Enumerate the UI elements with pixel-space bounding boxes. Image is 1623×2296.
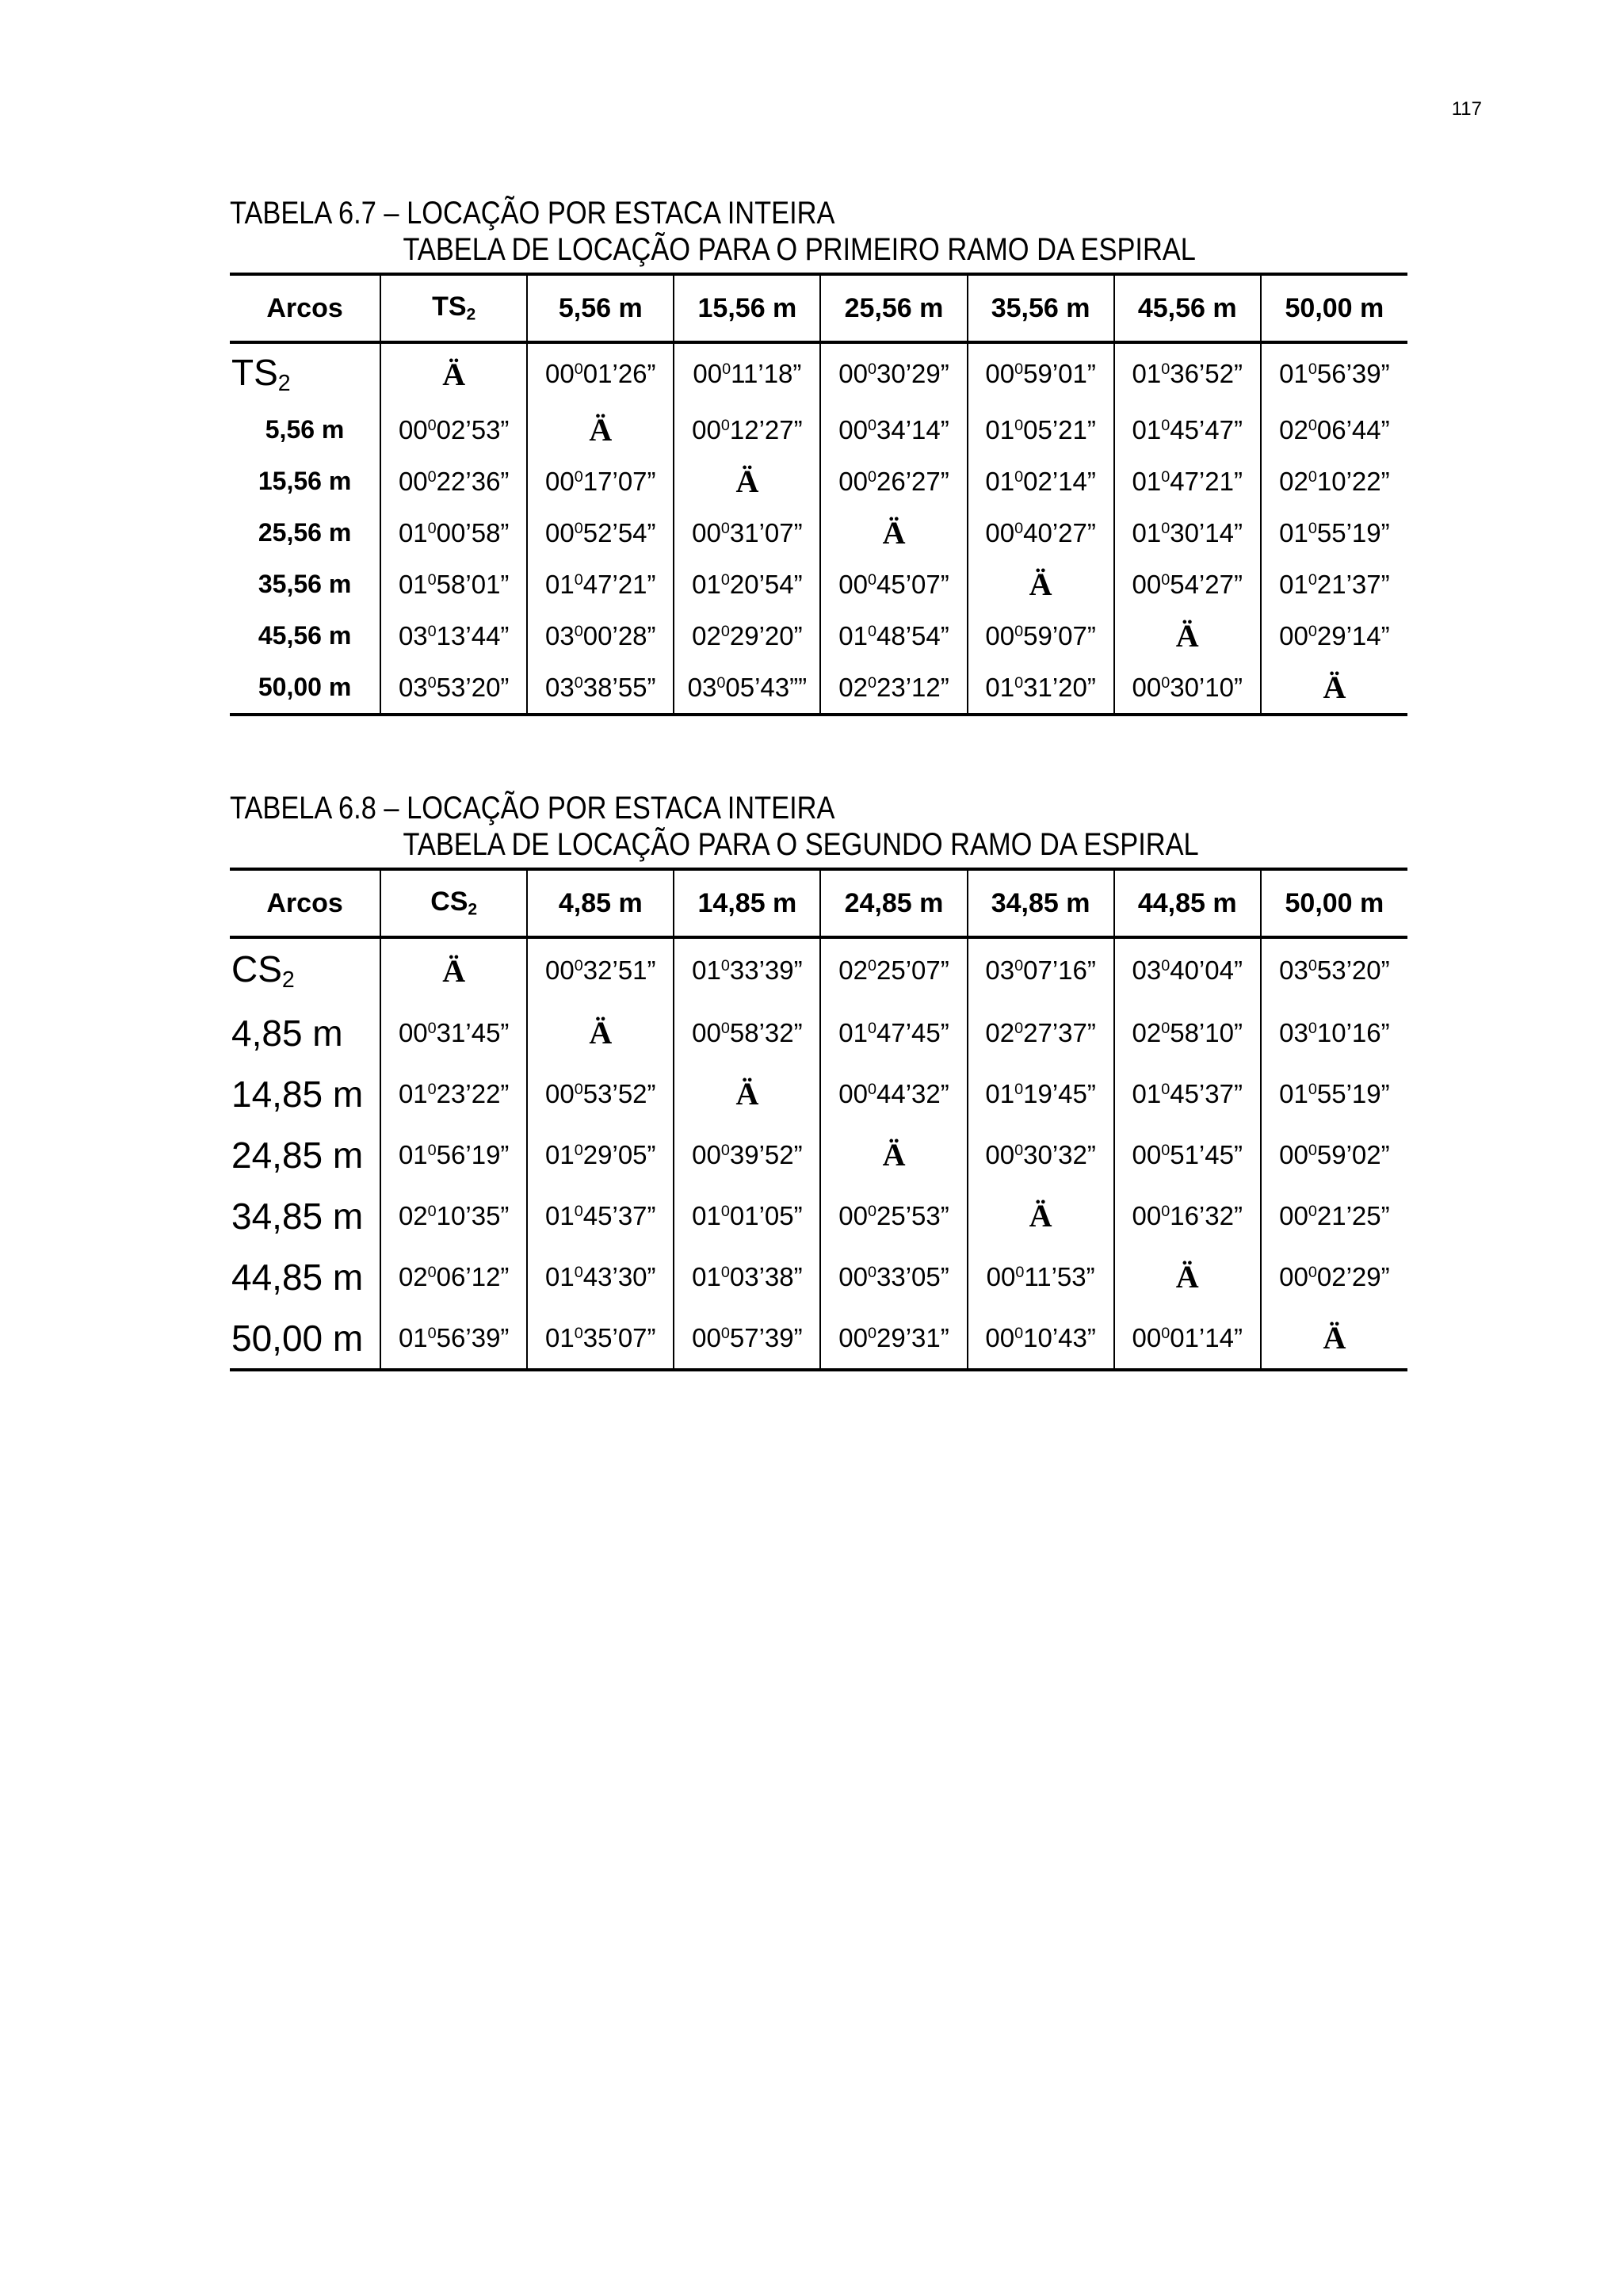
row-label: 35,56 m — [258, 570, 352, 598]
table-cell: $00^025’53$” — [820, 1185, 967, 1246]
row-label: 44,85 m — [231, 1256, 364, 1298]
table-row — [230, 1246, 1407, 1307]
diagonal-mark: Ä — [882, 515, 906, 551]
table-cell: $00^032’51$” — [527, 937, 674, 1002]
table-cell: $02^025’07$” — [820, 937, 967, 1002]
table-row — [230, 404, 1407, 456]
table-cell: $01^036’52$” — [1114, 342, 1261, 404]
table-cell: $01^055’19$” — [1261, 507, 1407, 559]
table-cell — [1114, 610, 1261, 662]
table-cell: $01^003’38$” — [674, 1246, 820, 1307]
row-label: 15,56 m — [258, 467, 352, 495]
table-cell: $00^010’43$” — [968, 1307, 1114, 1370]
table-cell: $00^001’14$” — [1114, 1307, 1261, 1370]
column-header: 50,00 m — [1261, 869, 1407, 937]
diagonal-mark: Ä — [1029, 566, 1052, 602]
table-cell: $00^022’36$” — [380, 456, 527, 507]
table-cell: $00^033’05$” — [820, 1246, 967, 1307]
table-cell: $00^054’27$” — [1114, 559, 1261, 610]
table-row — [230, 559, 1407, 610]
column-header: 24,85 m — [820, 869, 967, 937]
table-cell: $00^011’53$” — [968, 1246, 1114, 1307]
table-cell: $03^007’16$” — [968, 937, 1114, 1002]
table-row — [230, 1002, 1407, 1063]
table-cell: $01^058’01$” — [380, 559, 527, 610]
table-row — [230, 937, 1407, 1002]
table-cell — [674, 1063, 820, 1124]
column-header: 35,56 m — [968, 274, 1114, 342]
diagonal-mark: Ä — [589, 412, 613, 448]
table-6-7 — [230, 195, 1407, 716]
table-cell: $00^029’14$” — [1261, 610, 1407, 662]
table-cell: $01^045’37$” — [1114, 1063, 1261, 1124]
table-row — [230, 1124, 1407, 1185]
row-label: 45,56 m — [258, 621, 352, 650]
diagonal-mark: Ä — [882, 1137, 906, 1173]
table-cell: $00^059’07$” — [968, 610, 1114, 662]
table-row — [230, 610, 1407, 662]
table-cell: $01^043’30$” — [527, 1246, 674, 1307]
table-cell: $00^012’27$” — [674, 404, 820, 456]
table-row — [230, 507, 1407, 559]
table-cell: $01^020’54$” — [674, 559, 820, 610]
table-cell: $00^051’45$” — [1114, 1124, 1261, 1185]
table-row — [230, 456, 1407, 507]
table-cell: $00^001’26$” — [527, 342, 674, 404]
table-cell: $00^031’45$” — [380, 1002, 527, 1063]
table-subtitle: TABELA DE LOCAÇÃO PARA O PRIMEIRO RAMO DA ESPIRAL — [403, 232, 1196, 267]
header-row — [230, 869, 1407, 937]
table-cell: $01^029’05$” — [527, 1124, 674, 1185]
table-cell: $00^059’01$” — [968, 342, 1114, 404]
table-cell: $02^006’12$” — [380, 1246, 527, 1307]
table-cell: $02^010’35$” — [380, 1185, 527, 1246]
table-cell: $01^023’22$” — [380, 1063, 527, 1124]
table-cell — [968, 1185, 1114, 1246]
table-cell: $01^047’45$” — [820, 1002, 967, 1063]
table-cell: $03^005’43$”” — [674, 662, 820, 715]
table-cell: $01^056’39$” — [1261, 342, 1407, 404]
table-cell: $00^039’52$” — [674, 1124, 820, 1185]
table-cell: $00^002’29$” — [1261, 1246, 1407, 1307]
table-cell: $01^047’21$” — [1114, 456, 1261, 507]
column-header: $CS_2$ — [380, 869, 527, 937]
table-cell — [1114, 1246, 1261, 1307]
table-title: TABELA 6.7 – LOCAÇÃO POR ESTACA INTEIRA — [230, 196, 835, 231]
column-header: 15,56 m — [674, 274, 820, 342]
header-row — [230, 274, 1407, 342]
column-header: 34,85 m — [968, 869, 1114, 937]
column-header: Arcos — [230, 869, 380, 937]
table-cell: $01^035’07$” — [527, 1307, 674, 1370]
table-title: TABELA 6.8 – LOCAÇÃO POR ESTACA INTEIRA — [230, 791, 835, 826]
table-cell: $02^027’37$” — [968, 1002, 1114, 1063]
row-label: 50,00 m — [230, 662, 380, 715]
column-header: $TS_2$ — [380, 274, 527, 342]
row-label: 24,85 m — [231, 1134, 364, 1176]
table-row — [230, 662, 1407, 715]
table-cell: $00^053’52$” — [527, 1063, 674, 1124]
table-cell: $00^029’31$” — [820, 1307, 967, 1370]
table-cell: $00^030’32$” — [968, 1124, 1114, 1185]
table-cell: $01^019’45$” — [968, 1063, 1114, 1124]
table-cell: $00^040’27$” — [968, 507, 1114, 559]
table-cell: $00^030’10$” — [1114, 662, 1261, 715]
table-cell: $03^038’55$” — [527, 662, 674, 715]
table-cell: $01^005’21$” — [968, 404, 1114, 456]
table-cell: $00^057’39$” — [674, 1307, 820, 1370]
table-subtitle: TABELA DE LOCAÇÃO PARA O SEGUNDO RAMO DA ESPIRAL — [403, 827, 1199, 862]
location-table-second-spiral — [230, 868, 1407, 1371]
row-label: $CS_2$ — [231, 948, 295, 994]
location-table-first-spiral — [230, 273, 1407, 716]
table-cell: $00^058’32$” — [674, 1002, 820, 1063]
diagonal-mark: Ä — [1323, 1320, 1346, 1356]
table-cell: $02^058’10$” — [1114, 1002, 1261, 1063]
table-cell: $03^053’20$” — [1261, 937, 1407, 1002]
diagonal-mark: Ä — [589, 1015, 613, 1051]
table-cell: $02^006’44$” — [1261, 404, 1407, 456]
diagonal-mark: Ä — [1175, 1259, 1199, 1295]
diagonal-mark: Ä — [735, 463, 759, 499]
table-cell: $03^053’20$” — [380, 662, 527, 715]
table-cell — [1261, 662, 1407, 715]
table-6-8 — [230, 790, 1407, 1371]
table-cell: $01^056’39$” — [380, 1307, 527, 1370]
column-header: 5,56 m — [527, 274, 674, 342]
table-cell: $03^000’28$” — [527, 610, 674, 662]
table-cell: $00^045’07$” — [820, 559, 967, 610]
diagonal-mark: Ä — [442, 356, 466, 392]
column-header: 4,85 m — [527, 869, 674, 937]
table-cell: $01^033’39$” — [674, 937, 820, 1002]
column-header: 44,85 m — [1114, 869, 1261, 937]
table-cell: $00^026’27$” — [820, 456, 967, 507]
row-label: $TS_2$ — [231, 351, 291, 397]
table-row — [230, 1307, 1407, 1370]
row-label: 5,56 m — [265, 415, 345, 444]
table-cell: $00^002’53$” — [380, 404, 527, 456]
row-label: 4,85 m — [231, 1012, 343, 1054]
table-cell: $01^045’37$” — [527, 1185, 674, 1246]
diagonal-mark: Ä — [1175, 618, 1199, 654]
row-label: 34,85 m — [231, 1195, 364, 1237]
table-cell: $01^045’47$” — [1114, 404, 1261, 456]
table-cell: $00^034’14$” — [820, 404, 967, 456]
table-cell — [380, 937, 527, 1002]
table-cell: $03^013’44$” — [380, 610, 527, 662]
table-cell: $00^017’07$” — [527, 456, 674, 507]
table-cell: $01^048’54$” — [820, 610, 967, 662]
table-cell: $01^021’37$” — [1261, 559, 1407, 610]
table-cell — [968, 559, 1114, 610]
table-cell: $00^031’07$” — [674, 507, 820, 559]
table-cell: $02^023’12$” — [820, 662, 967, 715]
table-cell: $02^029’20$” — [674, 610, 820, 662]
table-cell: $00^016’32$” — [1114, 1185, 1261, 1246]
column-header: 50,00 m — [1261, 274, 1407, 342]
table-cell — [1261, 1307, 1407, 1370]
table-row — [230, 1063, 1407, 1124]
column-header: 14,85 m — [674, 869, 820, 937]
row-label: 25,56 m — [258, 518, 352, 547]
table-cell — [674, 456, 820, 507]
table-cell: $01^047’21$” — [527, 559, 674, 610]
table-cell: $03^040’04$” — [1114, 937, 1261, 1002]
table-cell: $01^002’14$” — [968, 456, 1114, 507]
table-cell: $01^055’19$” — [1261, 1063, 1407, 1124]
table-cell: $01^030’14$” — [1114, 507, 1261, 559]
row-label: 50,00 m — [230, 1307, 380, 1370]
table-cell — [820, 1124, 967, 1185]
table-cell: $00^030’29$” — [820, 342, 967, 404]
table-cell: $00^052’54$” — [527, 507, 674, 559]
diagonal-mark: Ä — [442, 952, 466, 989]
table-cell — [380, 342, 527, 404]
table-cell: $01^056’19$” — [380, 1124, 527, 1185]
table-cell: $02^010’22$” — [1261, 456, 1407, 507]
column-header: 45,56 m — [1114, 274, 1261, 342]
diagonal-mark: Ä — [1323, 669, 1346, 705]
table-cell: $01^000’58$” — [380, 507, 527, 559]
table-row — [230, 342, 1407, 404]
column-header: Arcos — [230, 274, 380, 342]
page-number: 117 — [1451, 98, 1482, 120]
column-header: 25,56 m — [820, 274, 967, 342]
table-cell: $00^044’32$” — [820, 1063, 967, 1124]
diagonal-mark: Ä — [735, 1076, 759, 1112]
table-cell: $01^001’05$” — [674, 1185, 820, 1246]
row-label: 14,85 m — [231, 1073, 364, 1115]
table-cell: $03^010’16$” — [1261, 1002, 1407, 1063]
table-cell: $00^021’25$” — [1261, 1185, 1407, 1246]
table-cell: $00^011’18$” — [674, 342, 820, 404]
table-row — [230, 1185, 1407, 1246]
table-cell: $00^059’02$” — [1261, 1124, 1407, 1185]
diagonal-mark: Ä — [1029, 1198, 1052, 1234]
table-cell — [527, 404, 674, 456]
table-cell — [820, 507, 967, 559]
table-cell — [527, 1002, 674, 1063]
table-cell: $01^031’20$” — [968, 662, 1114, 715]
